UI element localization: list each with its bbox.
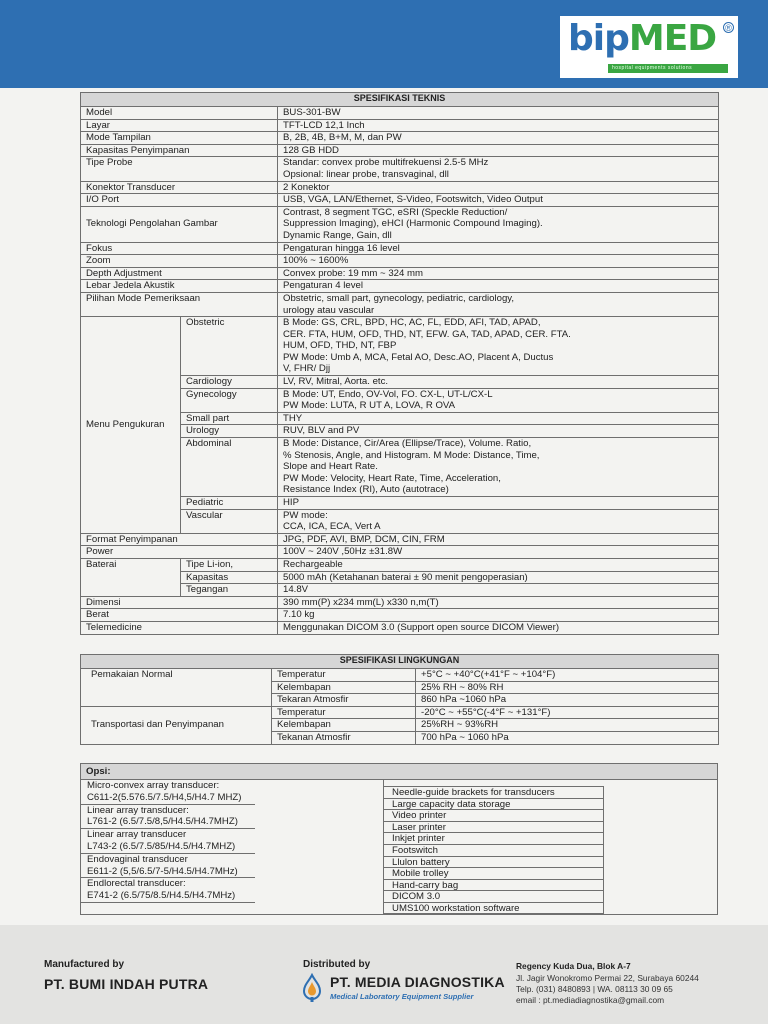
option-transducer <box>81 780 255 805</box>
measure-line: PW Mode: Velocity, Heart Rate, Time, Acceleration, <box>283 472 501 484</box>
option-line: Linear array transducer <box>87 829 187 841</box>
env-param: Temperatur <box>272 669 416 682</box>
battery-label: Baterai <box>81 558 181 596</box>
spec-row-io <box>81 194 719 207</box>
measure-line: CER. FTA, HUM, OFD, THD, NT, EFW. GA, TAD, APAD, CER. FTA. <box>283 328 571 340</box>
env-param: Temperatur <box>272 706 416 719</box>
address-line-2: Jl. Jagir Wonokromo Permai 22, Surabaya 60244 <box>516 973 699 983</box>
spec-value: B, 2B, 4B, B+M, M, dan PW <box>278 132 719 145</box>
spec-row-model <box>81 107 719 120</box>
bipmed-logo <box>560 16 738 78</box>
spec-label: Kapasitas Penyimpanan <box>81 144 278 157</box>
env-normal-label: Pemakaian Normal <box>81 669 272 707</box>
tech-title: SPESIFIKASI TEKNIS <box>81 93 719 107</box>
technical-spec-table <box>80 92 719 635</box>
measure-line: PW Mode: Umb A, MCA, Fetal AO, Desc.AO, Placent A, Ductus <box>283 351 554 363</box>
measure-line: B Mode: GS, CRL, BPD, HC, AC, FL, EDD, AFI, TAD, APAD, <box>283 317 541 329</box>
measure-line: Slope and Heart Rate. <box>283 461 378 473</box>
spec-line: Dynamic Range, Gain, dll <box>283 229 392 241</box>
measure-value: HIP <box>278 497 719 510</box>
spec-row-probe <box>81 157 719 181</box>
spec-label: Mode Tampilan <box>81 132 278 145</box>
measure-line: B Mode: Distance, Cir/Area (Ellipse/Trace), Volume. Ratio, <box>283 438 532 450</box>
option-line: Micro-convex array transducer: <box>87 780 220 791</box>
env-param: Tekanan Atmosfir <box>272 731 416 744</box>
spec-row-layar <box>81 119 719 132</box>
option-accessory: Hand-carry bag <box>384 879 604 891</box>
battery-value: 14.8V <box>278 584 719 597</box>
spec-line: Contrast, 8 segment TGC, eSRI (Speckle Reduction/ <box>283 206 508 218</box>
spec-value: Pengaturan 4 level <box>278 280 719 293</box>
spec-line: Suppression Imaging), eHCI (Harmonic Compound Imaging). <box>283 218 543 230</box>
measure-sub: Pediatric <box>181 497 278 510</box>
battery-sub: Kapasitas <box>181 571 278 584</box>
spec-label: Lebar Jedela Akustik <box>81 280 278 293</box>
spec-label: Model <box>81 107 278 120</box>
manufactured-label: Manufactured by <box>44 959 125 970</box>
spec-line: Standar: convex probe multifrekuensi 2.5-5 MHz <box>283 157 489 169</box>
logo-tagline: hospital equipments solutions <box>608 64 728 73</box>
measure-value <box>278 438 719 497</box>
spec-row-weight <box>81 609 719 622</box>
measure-sub: Abdominal <box>181 438 278 497</box>
spec-label: Format Penyimpanan <box>81 533 278 546</box>
option-accessory: Laser printer <box>384 821 604 833</box>
spec-row-zoom <box>81 255 719 268</box>
battery-sub: Tipe Li-ion, <box>181 558 278 571</box>
option-line: Linear array transducer: <box>87 804 189 816</box>
spec-label: Layar <box>81 119 278 132</box>
spec-label: Dimensi <box>81 596 278 609</box>
spec-label: Depth Adjustment <box>81 267 278 280</box>
distributed-label: Distributed by <box>303 959 371 970</box>
spec-row-depth <box>81 267 719 280</box>
spec-label: I/O Port <box>81 194 278 207</box>
spec-row-imaging <box>81 206 719 242</box>
spec-label: Pilihan Mode Pemeriksaan <box>81 292 278 316</box>
spec-line: Obstetric, small part, gynecology, pediatric, cardiology, <box>283 292 515 304</box>
spec-line: Opsional: linear probe, transvaginal, dll <box>283 168 449 180</box>
manufacturer-name: PT. BUMI INDAH PUTRA <box>44 976 209 992</box>
spec-row-mode <box>81 132 719 145</box>
environment-spec-table <box>80 654 719 745</box>
spec-label: Fokus <box>81 242 278 255</box>
spec-row-acoustic <box>81 280 719 293</box>
measure-sub: Vascular <box>181 509 278 533</box>
option-transducer <box>81 829 255 854</box>
spec-row-storage <box>81 144 719 157</box>
measure-value <box>278 317 719 376</box>
option-transducer <box>81 805 255 830</box>
option-accessory: DICOM 3.0 <box>384 890 604 902</box>
options-accessories <box>383 780 717 914</box>
spec-value: Convex probe: 19 mm ~ 324 mm <box>278 267 719 280</box>
spec-value: BUS-301-BW <box>278 107 719 120</box>
spec-value: JPG, PDF, AVI, BMP, DCM, CIN, FRM <box>278 533 719 546</box>
measure-sub: Small part <box>181 412 278 425</box>
measure-value: LV, RV, Mitral, Aorta. etc. <box>278 376 719 389</box>
spec-value <box>278 157 719 181</box>
media-diagnostika-logo-icon <box>298 973 326 1003</box>
spec-row-connector <box>81 181 719 194</box>
spec-label: Telemedicine <box>81 621 278 634</box>
spec-value: 7.10 kg <box>278 609 719 622</box>
env-value: 25% RH ~ 80% RH <box>416 681 719 694</box>
spec-label: Berat <box>81 609 278 622</box>
options-body <box>81 780 718 915</box>
option-transducer <box>81 854 255 879</box>
spec-row-exam-mode <box>81 292 719 316</box>
measure-line: PW Mode: LUTA, R UT A, LOVA, R OVA <box>283 400 456 412</box>
spec-label: Tipe Probe <box>81 157 278 181</box>
logo-wordmark <box>568 18 716 59</box>
logo-bip: bip <box>568 18 629 59</box>
env-param: Kelembapan <box>272 719 416 732</box>
env-value: 700 hPa ~ 1060 hPa <box>416 731 719 744</box>
spec-value <box>278 206 719 242</box>
spec-value: 100V ~ 240V ,50Hz ±31.8W <box>278 546 719 559</box>
option-line: C611-2(5.576.5/7.5/H4,5/H4.7 MHZ) <box>87 791 242 803</box>
spec-row-focus <box>81 242 719 255</box>
env-normal-row <box>81 669 719 682</box>
measure-line: HUM, OFD, THD, NT, FBP <box>283 340 397 352</box>
option-accessory: Inkjet printer <box>384 832 604 844</box>
battery-value: 5000 mAh (Ketahanan baterai ± 90 menit pengoperasian) <box>278 571 719 584</box>
env-param: Kelembapan <box>272 681 416 694</box>
phone-line: Telp. (031) 8480893 | WA. 08113 30 09 65 <box>516 984 673 994</box>
env-title: SPESIFIKASI LINGKUNGAN <box>81 655 719 669</box>
measure-sub: Cardiology <box>181 376 278 389</box>
registered-mark: ® <box>723 22 734 33</box>
measure-line: B Mode: UT, Endo, OV-Vol, FO. CX-L, UT-L/CX-L <box>283 388 493 400</box>
measure-value: RUV, BLV and PV <box>278 425 719 438</box>
spec-value: 100% ~ 1600% <box>278 255 719 268</box>
option-line: Endovaginal transducer <box>87 853 188 865</box>
options-title: Opsi: <box>81 764 718 780</box>
option-line: L761-2 (6.5/7.5/8,5/H4.5/H4.7MHZ) <box>87 816 238 828</box>
spec-value: TFT-LCD 12,1 Inch <box>278 119 719 132</box>
distributor-tagline: Medical Laboratory Equipment Supplier <box>330 992 474 1001</box>
spec-value: Pengaturan hingga 16 level <box>278 242 719 255</box>
env-value: +5°C ~ +40°C(+41°F ~ +104°F) <box>416 669 719 682</box>
env-param: Tekaran Atmosfir <box>272 694 416 707</box>
spec-row-format <box>81 533 719 546</box>
battery-row-type <box>81 558 719 571</box>
measure-line: CCA, ICA, ECA, Vert A <box>283 521 381 533</box>
spec-label: Konektor Transducer <box>81 181 278 194</box>
measure-row-obstetric <box>81 317 719 376</box>
measure-line: Resistance Index (RI), Auto (autotrace) <box>283 484 449 496</box>
option-accessory: Footswitch <box>384 844 604 856</box>
measure-label: Menu Pengukuran <box>81 317 181 534</box>
env-value: 25%RH ~ 93%RH <box>416 719 719 732</box>
option-line: E741-2 (6.5/75/8.5/H4.5/H4.7MHz) <box>87 890 236 902</box>
env-value: 860 hPa ~1060 hPa <box>416 694 719 707</box>
option-line: Endlorectal transducer: <box>87 878 186 890</box>
option-accessory: Large capacity data storage <box>384 798 604 810</box>
spec-label: Teknologi Pengolahan Gambar <box>81 206 278 242</box>
env-transport-label: Transportasi dan Penyimpanan <box>81 706 272 744</box>
spec-row-power <box>81 546 719 559</box>
env-value: -20°C ~ +55°C(-4°F ~ +131°F) <box>416 706 719 719</box>
spec-label: Power <box>81 546 278 559</box>
measure-sub: Obstetric <box>181 317 278 376</box>
logo-med: MED <box>628 18 717 59</box>
options-transducers <box>81 780 383 914</box>
option-transducer <box>81 878 255 903</box>
spec-value: USB, VGA, LAN/Ethernet, S-Video, Footswitch, Video Output <box>278 194 719 207</box>
env-transport-row <box>81 706 719 719</box>
footer <box>0 925 768 1024</box>
measure-line: PW mode: <box>283 509 328 521</box>
address-line-1: Regency Kuda Dua, Blok A-7 <box>516 961 631 971</box>
spec-value: 2 Konektor <box>278 181 719 194</box>
measure-value <box>278 509 719 533</box>
distributor-name: PT. MEDIA DIAGNOSTIKA <box>330 974 505 990</box>
spec-value: Menggunakan DICOM 3.0 (Support open source DICOM Viewer) <box>278 621 719 634</box>
spec-line: urology atau vascular <box>283 304 375 316</box>
measure-value: THY <box>278 412 719 425</box>
options-table <box>80 763 718 915</box>
measure-line: % Stenosis, Angle, and Histogram. M Mode: Distance, Time, <box>283 449 540 461</box>
spec-value: 390 mm(P) x234 mm(L) x330 n,m(T) <box>278 596 719 609</box>
measure-line: V, FHR/ Djj <box>283 363 331 375</box>
option-accessory: Mobile trolley <box>384 867 604 879</box>
option-line: L743-2 (6.5/7.5/85/H4.5/H4.7MHZ) <box>87 840 236 852</box>
spec-row-telemedicine <box>81 621 719 634</box>
header-banner <box>0 0 768 88</box>
spec-label: Zoom <box>81 255 278 268</box>
battery-value: Rechargeable <box>278 558 719 571</box>
email-line: email : pt.mediadiagnostika@gmail.com <box>516 995 665 1005</box>
measure-sub: Urology <box>181 425 278 438</box>
spec-row-dimension <box>81 596 719 609</box>
measure-sub: Gynecology <box>181 388 278 412</box>
spec-value <box>278 292 719 316</box>
option-accessory: UMS100 workstation software <box>384 902 604 914</box>
option-line: E611-2 (5,5/6.5/7-5/H4.5/H4.7MHz) <box>87 865 238 877</box>
option-accessory: Needle-guide brackets for transducers <box>384 786 604 798</box>
spec-value: 128 GB HDD <box>278 144 719 157</box>
measure-value <box>278 388 719 412</box>
option-accessory: Llulon battery <box>384 856 604 868</box>
option-accessory: Video printer <box>384 809 604 821</box>
battery-sub: Tegangan <box>181 584 278 597</box>
